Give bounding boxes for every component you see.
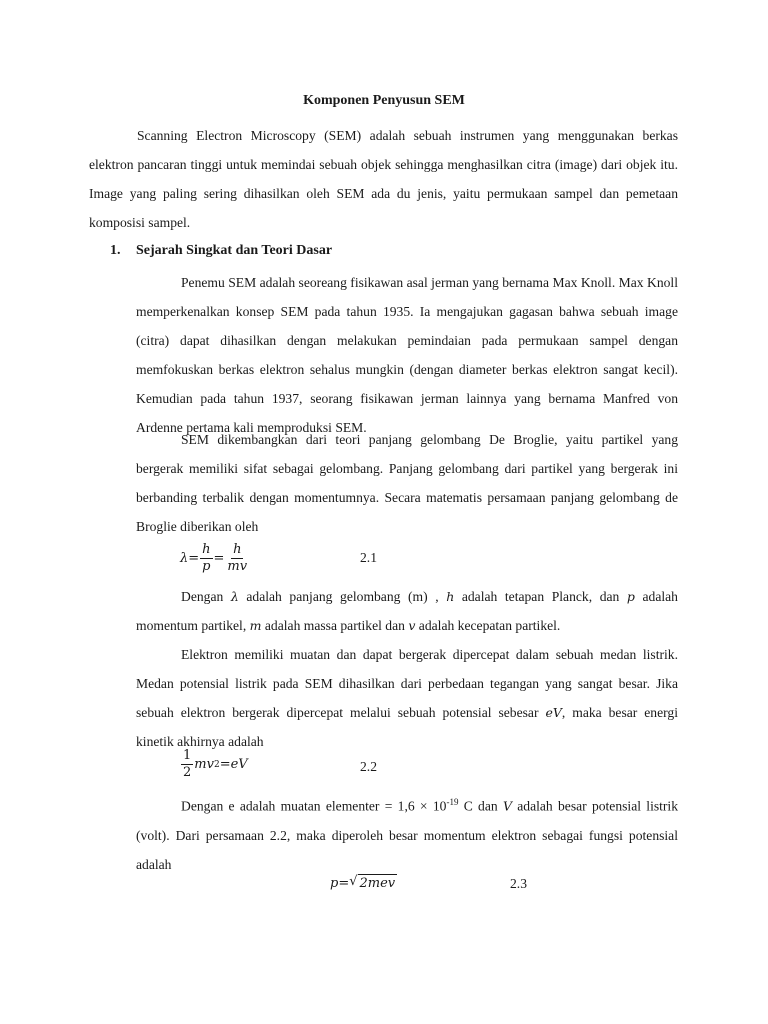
text-run: adalah momentum partikel, (136, 589, 678, 633)
symbol-m: m (249, 618, 262, 633)
text-run: adalah panjang gelombang (m) , (238, 589, 447, 604)
section-title: Sejarah Singkat dan Teori Dasar (136, 243, 333, 258)
eq1-fraction-2 (225, 542, 249, 575)
section-number: 1. (110, 243, 121, 258)
text-run: adalah massa partikel dan (261, 618, 409, 633)
symbol-p: p (626, 589, 635, 604)
eq2-denominator: 2 (183, 765, 192, 780)
eq1-f1-denominator: p (202, 559, 211, 574)
equation-2-2 (180, 748, 248, 781)
equation-number-2-3: 2.3 (510, 876, 527, 891)
symbol-v: v (408, 618, 416, 633)
text-run: Dengan (181, 589, 231, 604)
eq2-exponent: 2 (213, 759, 220, 770)
text-run: , maka besar energi kinetik akhirnya adalah (136, 705, 678, 749)
eq2-rhs: =eV (219, 757, 248, 772)
symbol-h: h (446, 589, 455, 604)
equation-number-2-2: 2.2 (360, 759, 377, 774)
eq2-numerator: 1 (183, 748, 192, 763)
eq3-lhs: p= (330, 875, 350, 891)
text-run: adalah kecepatan partikel. (415, 618, 561, 633)
theory-paragraph: SEM dikembangkan dari teori panjang gelombang De Broglie, yaitu partikel yang bergerak memiliki sifat sebagai gelombang. Panjang gelombang dari partikel yang bergerak ini berbanding terbalik dengan momentumnya. Secara matematis persamaan panjang gelombang de Broglie diberikan oleh (136, 432, 678, 534)
exponent: -19 (446, 797, 459, 807)
text-run: adalah tetapan Planck, dan (454, 589, 627, 604)
text-run: Elektron memiliki muatan dan dapat bergerak dipercepat dalam sebuah medan listrik. Medan potensial listrik pada SEM dihasilkan dari perbedaan tegangan yang sangat besar. Jika sebuah elektron bergerak dipercepat melalui sebuah potensial sebesar (136, 647, 678, 720)
intro-paragraph: Scanning Electron Microscopy (SEM) adalah sebuah instrumen yang menggunakan berkas elektron pancaran tinggi untuk memindai sebuah objek sehingga menghasilkan citra (image) dari objek itu. Image yang paling sering dihasilkan oleh SEM ada du jenis, yaitu permukaan sampel dan pemetaan komposisi sampel. (89, 128, 678, 230)
text-run: Dengan e adalah muatan elementer = 1,6 × 10 (181, 798, 447, 814)
eq2-base: mv (194, 757, 214, 772)
electron-paragraph (136, 640, 678, 756)
eq3-radicand: 2mev (359, 876, 396, 891)
section-heading (110, 243, 332, 259)
variables-paragraph (136, 582, 678, 640)
eq1-lhs: λ= (180, 551, 200, 566)
symbol-V: V (502, 798, 512, 814)
eq1-equals: = (213, 551, 225, 566)
eq1-f2-numerator: h (233, 542, 242, 557)
symbol-lambda: λ (230, 589, 239, 604)
symbol-eV: eV (545, 705, 562, 720)
eq1-f2-denominator: mv (227, 559, 248, 574)
history-paragraph: Penemu SEM adalah seoreang fisikawan asal jerman yang bernama Max Knoll. Max Knoll memperkenalkan konsep SEM pada tahun 1935. Ia mengajukan gagasan bahwa sebuah image (citra) dapat dihasilkan dengan melakukan pemindaian pada permukaan sampel dengan memfokuskan berkas elektron sehalus mungkin (dengan diameter berkas elektron sangat kecil). Kemudian pada tahun 1937, seorang fisikawan jerman lainnya yang bernama Manfred von Ardenne pertama kali memproduksi SEM. (136, 275, 678, 435)
document-title: Komponen Penyusun SEM (303, 93, 465, 108)
equation-2-1 (180, 542, 250, 575)
eq1-fraction-1 (200, 542, 212, 575)
text-run: adalah besar potensial listrik (volt). Dari persamaan 2.2, maka diperoleh besar momentum elektron sebagai fungsi potensial adalah (136, 798, 679, 872)
eq1-f1-numerator: h (202, 542, 211, 557)
eq2-fraction (181, 748, 193, 781)
equation-2-3 (330, 874, 397, 892)
text-run: C dan (458, 798, 503, 814)
momentum-paragraph (136, 788, 678, 879)
sqrt-icon: √ (349, 874, 358, 889)
eq3-sqrt (349, 874, 397, 892)
equation-number-2-1: 2.1 (360, 550, 377, 565)
